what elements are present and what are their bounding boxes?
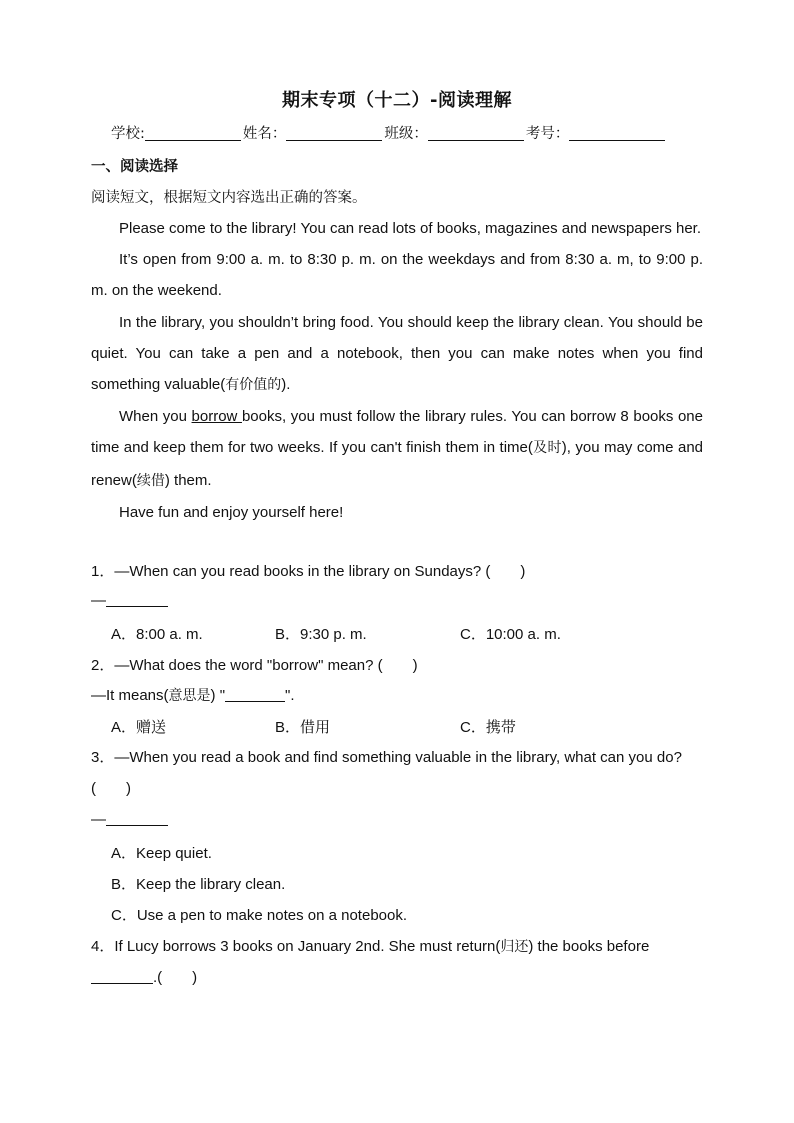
name-blank[interactable] [286,126,382,141]
question-2: 2．—What does the word "borrow" mean? ( ) [91,657,418,674]
student-info-line [111,122,667,143]
question-2-line-2: —It means(意思是) " ". [91,687,295,704]
q3-option-a[interactable]: A．Keep quiet. [111,845,212,862]
section-heading: 一、阅读选择 [91,159,178,175]
number-label: 考号： [525,126,570,142]
q3-option-b[interactable]: B．Keep the library clean. [111,876,286,893]
passage-paragraph-2: It’s open from 9:00 a. m. to 8:30 p. m. on the weekdays and from 8:30 a. m, to 9:00 p. m. on the weekend. [91,251,703,300]
school-blank[interactable] [145,126,241,141]
q3-option-c[interactable]: C．Use a pen to make notes on a notebook. [111,907,408,924]
reading-passage [91,213,703,528]
q2-option-c[interactable]: C．携带 [460,719,516,736]
answer-blank[interactable] [106,593,168,607]
q2-option-a[interactable]: A．赠送 [111,719,167,736]
question-3: 3．—When you read a book and find something valuable in the library, what can you do? ( ) [91,749,682,798]
passage-paragraph-3: In the library, you shouldn’t bring food. You should keep the library clean. You should be quiet. You can take a pen and a notebook, then you can make notes when you find something valuable(有价值的). [91,313,703,394]
class-blank[interactable] [428,126,524,141]
q1-option-b[interactable]: B．9:30 p. m. [275,626,367,643]
underlined-word-borrow: borrow [191,408,242,426]
question-1-answer-line: — [91,592,168,609]
question-1: 1．—When can you read books in the library on Sundays? ( ) [91,563,526,580]
class-label: 班级： [384,126,428,142]
answer-blank[interactable] [106,812,168,826]
q1-option-c[interactable]: C．10:00 a. m. [460,626,561,643]
page-title: 期末专项（十二）-阅读理解 [282,90,512,111]
passage-paragraph-5: Have fun and enjoy yourself here! [119,503,344,521]
name-label: 姓名： [242,126,287,142]
number-blank[interactable] [569,126,665,141]
answer-blank[interactable] [91,970,153,984]
question-4-line-2: .( ) [91,966,197,987]
school-label: 学校: [111,126,145,142]
section-instruction: 阅读短文，根据短文内容选出正确的答案。 [91,190,367,206]
question-3-answer-line: — [91,811,168,828]
q1-option-a[interactable]: A．8:00 a. m. [111,626,203,643]
answer-blank[interactable] [225,688,285,702]
passage-paragraph-1: Please come to the library! You can read lots of books, magazines and newspapers her. [119,220,702,237]
question-4: 4．If Lucy borrows 3 books on January 2nd. She must return(归还) the books before [91,938,650,955]
passage-paragraph-4: When you borrow books, you must follow the library rules. You can borrow 8 books one time and keep them for two weeks. If you can't finish them in time(及时), you may come and renew(续借) them. [91,408,704,489]
q2-option-b[interactable]: B．借用 [275,719,331,736]
